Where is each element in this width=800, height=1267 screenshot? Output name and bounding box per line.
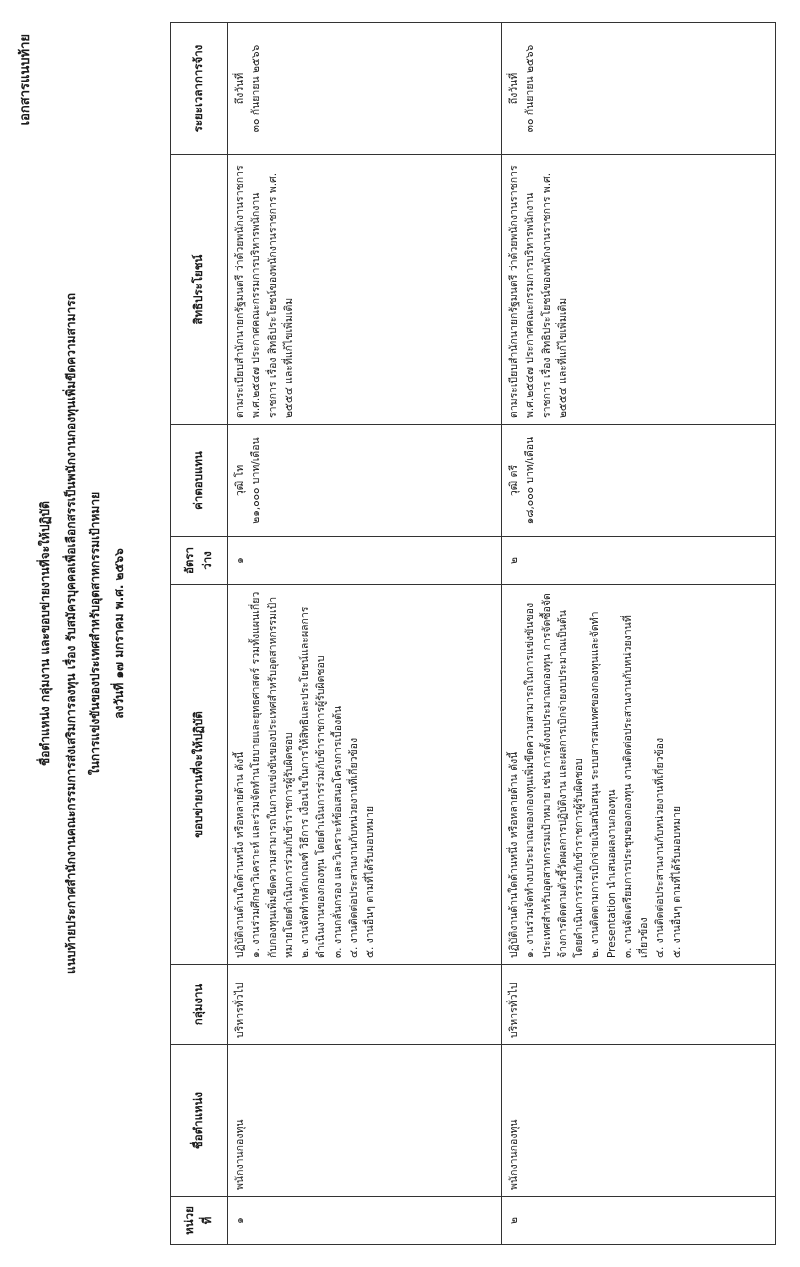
benefits-cell: ตามระเบียบสำนักนายกรัฐมนตรี ว่าด้วยพนักงานราชการ พ.ศ.๒๕๔๗ ประกาศคณะกรรมการบริหารพนักงานราชการ เรื่อง สิทธิประโยชน์ของพนักงานราชการ พ.ศ. ๒๕๕๔ และที่แก้ไขเพิ่มเติม bbox=[502, 155, 776, 425]
table-row bbox=[502, 23, 776, 1245]
duty-item: ๕. งานอื่นๆ ตามที่ได้รับมอบหมาย bbox=[364, 805, 377, 958]
col-header-group: กลุ่มงาน bbox=[171, 965, 228, 1045]
duty-item: ๓. งานจัดเตรียมการประชุมของกองทุน งานติดต่อประสานงานกับหน่วยงานที่เกี่ยวข้อง bbox=[621, 615, 651, 958]
annex-label: เอกสารแนบท้าย bbox=[18, 34, 33, 126]
header-title: ชื่อตำแหน่ง กลุ่มงาน และขอบข่ายงานที่จะให้ปฏิบัติ bbox=[38, 501, 52, 766]
positions-table bbox=[170, 22, 776, 1245]
term-label: ถึงวันที่ bbox=[508, 72, 520, 105]
duty-item: ๔. งานติดต่อประสานงานกับหน่วยงานที่เกี่ยวข้อง bbox=[654, 737, 667, 958]
pay-amount: ๑๘,๐๐๐ บาท/เดือน bbox=[524, 436, 537, 525]
duties-title: ปฏิบัติงานด้านใดด้านหนึ่ง หรือหลายด้าน ดังนี้ bbox=[508, 751, 520, 958]
vacancy-cell: ๑ bbox=[228, 537, 502, 585]
duty-item: ๒. งานติดตามการเบิกจ่ายเงินสนับสนุน ระบบสารสนเทศของกองทุนและจัดทำ Presentation นำเสนอผลงานกองทุน bbox=[589, 611, 618, 958]
duty-item: ๓. งานกลั่นกรอง และวิเคราะห์ข้อเสนอโครงการเบื้องต้น bbox=[331, 705, 344, 958]
duty-item: ๒. งานจัดทำหลักเกณฑ์ วิธีการ เงื่อนไขในการให้สิทธิและประโยชน์และผลการดำเนินงานของกองทุน โดยดำเนินการร่วมกับข้าราชการผู้รับผิดชอบ bbox=[299, 606, 328, 958]
duty-item: ๕. งานอื่นๆ ตามที่ได้รับมอบหมาย bbox=[670, 805, 683, 958]
term-cell bbox=[228, 23, 502, 155]
pay-grade: วุฒิ ตรี bbox=[508, 464, 520, 497]
position-cell: พนักงานกองทุน bbox=[502, 1045, 776, 1197]
vacancy-cell: ๒ bbox=[502, 537, 776, 585]
table-header-row bbox=[171, 23, 228, 1245]
position-cell: พนักงานกองทุน bbox=[228, 1045, 502, 1197]
group-cell: บริหารทั่วไป bbox=[228, 965, 502, 1045]
group-cell: บริหารทั่วไป bbox=[502, 965, 776, 1045]
duty-item: ๑. งานร่วมจัดทำงบประมาณของกองทุนเพิ่มขีดความสามารถในการแข่งขันของประเทศสำหรับอุตสาหกรรมเป้าหมาย เช่น การตั้งงบประมาณกองทุน การจัดซื้อจัดจ้างการติดตามตัวชี้วัดผลการปฏิบัติงาน และผลการเบิกจ่ายงบประมาณเป็นต้น โดยดำเนินการร่วมกับข้าราชการผู้รับผิดชอบ bbox=[524, 593, 586, 958]
term-date: ๓๐ กันยายน ๒๕๖๖ bbox=[524, 44, 537, 133]
header-date: ลงวันที่ ๑๗ มกราคม พ.ศ. ๒๕๖๖ bbox=[112, 548, 126, 719]
col-header-term: ระยะเวลาการจ้าง bbox=[171, 23, 228, 155]
pay-grade: วุฒิ โท bbox=[234, 464, 246, 497]
col-header-pay: ค่าตอบแทน bbox=[171, 425, 228, 537]
pay-cell bbox=[228, 425, 502, 537]
term-date: ๓๐ กันยายน ๒๕๖๖ bbox=[250, 44, 263, 133]
benefits-cell: ตามระเบียบสำนักนายกรัฐมนตรี ว่าด้วยพนักงานราชการ พ.ศ.๒๕๔๗ ประกาศคณะกรรมการบริหารพนักงานราชการ เรื่อง สิทธิประโยชน์ของพนักงานราชการ พ.ศ. ๒๕๕๔ และที่แก้ไขเพิ่มเติม bbox=[228, 155, 502, 425]
header-subtitle-cont: ในการแข่งขันของประเทศสำหรับอุตสาหกรรมเป้าหมาย bbox=[88, 491, 102, 776]
col-header-benefits: สิทธิประโยชน์ bbox=[171, 155, 228, 425]
col-header-duties: ขอบข่ายงานที่จะให้ปฏิบัติ bbox=[171, 585, 228, 965]
table-row bbox=[228, 23, 502, 1245]
col-header-unit: หน่วยที่ bbox=[171, 1197, 228, 1245]
duties-title: ปฏิบัติงานด้านใดด้านหนึ่ง หรือหลายด้าน ดังนี้ bbox=[234, 751, 246, 958]
duties-cell bbox=[228, 585, 502, 965]
duty-item: ๔. งานติดต่อประสานงานกับหน่วยงานที่เกี่ยวข้อง bbox=[347, 737, 360, 958]
header-subtitle: แนบท้ายประกาศสำนักงานคณะกรรมการส่งเสริมการลงทุน เรื่อง รับสมัครบุคคลเพื่อเลือกสรรเป็นพนักงานกองทุนเพิ่มขีดความสามารถ bbox=[64, 293, 78, 974]
col-header-position: ชื่อตำแหน่ง bbox=[171, 1045, 228, 1197]
pay-cell bbox=[502, 425, 776, 537]
duties-cell bbox=[502, 585, 776, 965]
term-cell bbox=[502, 23, 776, 155]
pay-amount: ๒๑,๐๐๐ บาท/เดือน bbox=[250, 437, 263, 524]
unit-cell: ๒ bbox=[502, 1197, 776, 1245]
term-label: ถึงวันที่ bbox=[234, 72, 246, 105]
col-header-vacancy: อัตราว่าง bbox=[171, 537, 228, 585]
duty-item: ๑. งานร่วมศึกษาวิเคราะห์ และร่วมจัดทำนโยบายและยุทธศาสตร์ รวมทั้งแผนเกี่ยวกับกองทุนเพิ่มขีดความสามารถในการแข่งขันของประเทศสำหรับอุตสาหกรรมเป้าหมายโดยดำเนินการร่วมกับข้าราชการผู้รับผิดชอบ bbox=[250, 591, 295, 958]
unit-cell: ๑ bbox=[228, 1197, 502, 1245]
